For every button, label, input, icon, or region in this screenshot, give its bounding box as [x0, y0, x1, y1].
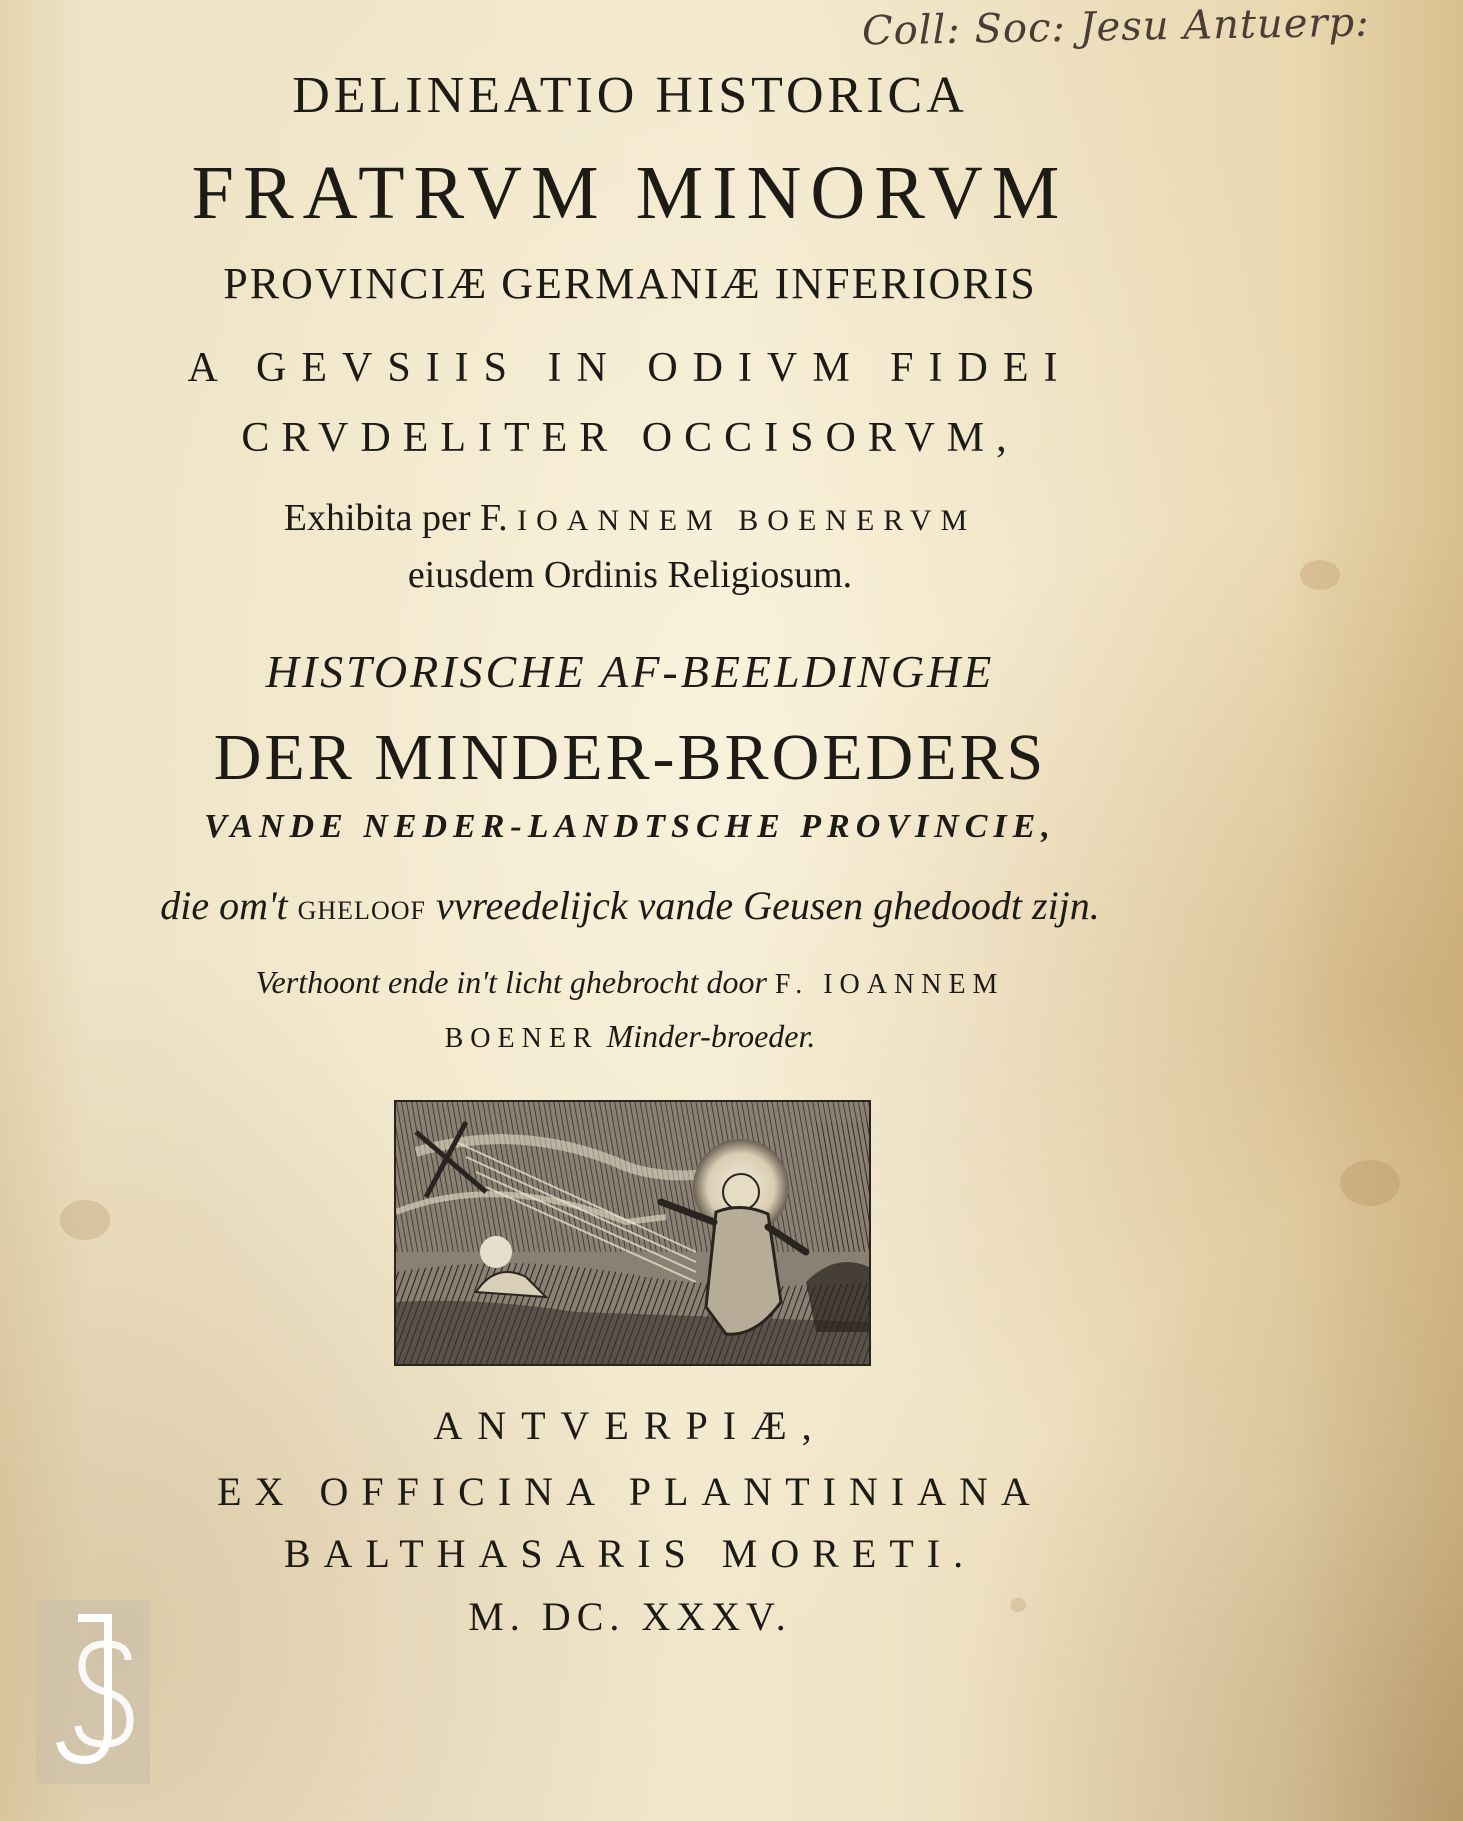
author-order-line: eiusdem Ordinis Religiosum.	[407, 554, 853, 596]
author-dutch-prefix: Verthoont ende in't licht ghebrocht door	[255, 964, 767, 1000]
title-line-fratrum-minorum: FRATRVM MINORVM	[191, 151, 1069, 235]
foxing-stain	[1340, 1160, 1400, 1206]
geusen-part-a: die om't	[160, 883, 288, 928]
js-watermark-logo	[36, 1600, 150, 1784]
author-line-dutch-2	[0, 1018, 1260, 1055]
title-line-historische: HISTORISCHE AF-BEELDINGHE	[265, 646, 995, 697]
title-line-minder-broeders: DER MINDER-BROEDERS	[213, 721, 1047, 794]
author-role: Minder-broeder.	[606, 1018, 816, 1054]
title-line-delineatio: DELINEATIO HISTORICA	[292, 67, 968, 124]
title-line-geusen	[0, 882, 1260, 929]
geusen-part-b: GHELOOF	[297, 896, 426, 925]
author-line-dutch	[0, 964, 1260, 1001]
ownership-inscription: Coll: Soc: Jesu Antuerp:	[861, 0, 1370, 55]
foxing-stain	[1300, 560, 1340, 590]
author-line-latin	[0, 496, 1260, 540]
imprint-office: EX OFFICINA PLANTINIANA	[217, 1469, 1043, 1514]
author-prefix: Exhibita per F.	[283, 497, 508, 539]
author-dutch-name: F. IOANNEM	[774, 969, 1005, 1000]
engraving-vignette-st-francis	[396, 1102, 869, 1364]
title-line-gevsiis: A GEVSIIS IN ODIVM FIDEI	[187, 345, 1073, 391]
author-surname: BOENER	[444, 1023, 599, 1054]
author-name: IOANNEM BOENERVM	[517, 504, 977, 537]
imprint-year: M. DC. XXXV.	[468, 1594, 792, 1639]
imprint-printer: BALTHASARIS MORETI.	[283, 1531, 977, 1576]
title-line-neder-landtsche: VANDE NEDER-LANDTSCHE PROVINCIE,	[204, 808, 1056, 845]
title-line-provinciae: PROVINCIÆ GERMANIÆ INFERIORIS	[223, 259, 1037, 308]
imprint-city: ANTVERPIÆ,	[433, 1403, 827, 1448]
title-line-crudeliter: CRVDELITER OCCISORVM,	[241, 415, 1019, 461]
foxing-stain	[60, 1200, 110, 1240]
geusen-part-c: vvreedelijck vande Geusen ghedoodt zijn.	[435, 883, 1100, 928]
